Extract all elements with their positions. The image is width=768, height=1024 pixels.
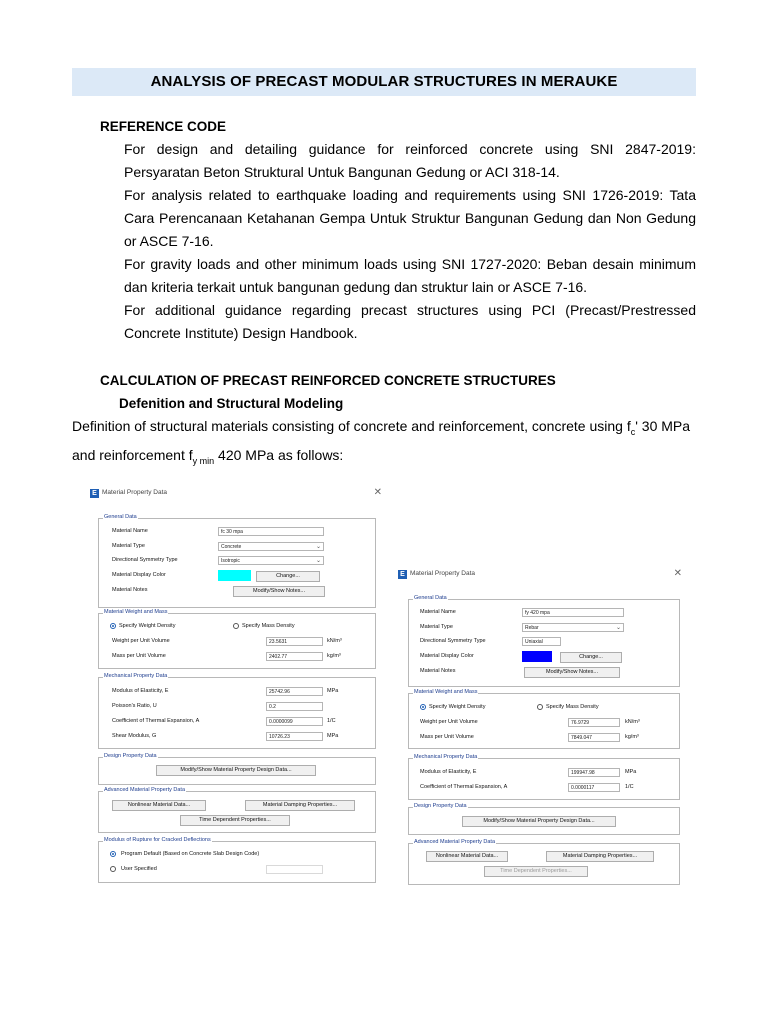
close-icon[interactable]: ✕: [673, 568, 682, 579]
mass-input[interactable]: 2402.77: [266, 652, 323, 661]
group-label: Design Property Data: [414, 803, 467, 809]
dir-symmetry-label: Directional Symmetry Type: [112, 557, 178, 563]
group-label: Material Weight and Mass: [414, 689, 478, 695]
specify-weight-label: Specify Weight Density: [429, 704, 486, 710]
change-color-button[interactable]: Change...: [560, 652, 622, 663]
dir-symmetry-label: Directional Symmetry Type: [420, 638, 486, 644]
dialog-titlebar: [396, 568, 684, 582]
modulus-label: Modulus of Elasticity, E: [420, 769, 477, 775]
group-label: Mechanical Property Data: [414, 754, 478, 760]
rupture-group: [98, 837, 376, 883]
display-color-label: Material Display Color: [112, 572, 166, 578]
reference-paragraph-3: For gravity loads and other minimum loads using SNI 1727-2020: Beban desain minimum dan kriteria terkait untuk bangunan gedung dan struktur lain or ASCE 7-16.: [124, 256, 696, 295]
modulus-unit: MPa: [327, 688, 339, 694]
material-name-label: Material Name: [112, 528, 148, 534]
modulus-input[interactable]: 25742.96: [266, 687, 323, 696]
weight-input[interactable]: 23.5631: [266, 637, 323, 646]
dialog-title: Material Property Data: [410, 570, 476, 577]
etabs-icon: E: [398, 570, 407, 579]
nonlinear-data-button[interactable]: Nonlinear Material Data...: [112, 800, 206, 811]
group-label: General Data: [414, 595, 447, 601]
poisson-input[interactable]: 0.2: [266, 702, 323, 711]
change-color-button[interactable]: Change...: [256, 571, 320, 582]
material-notes-label: Material Notes: [112, 587, 148, 593]
dialog-titlebar: [88, 487, 384, 501]
mass-input[interactable]: 7849.047: [568, 733, 620, 742]
thermal-input[interactable]: 0.0000117: [568, 783, 620, 792]
group-label: Mechanical Property Data: [104, 673, 168, 679]
weight-input[interactable]: 76.9729: [568, 718, 620, 727]
modify-notes-button[interactable]: Modify/Show Notes...: [233, 586, 325, 597]
material-name-input[interactable]: fy 420 mpa: [522, 608, 624, 617]
shear-unit: MPa: [327, 733, 339, 739]
color-swatch: [218, 570, 251, 581]
modulus-unit: MPa: [625, 769, 637, 775]
material-type-label: Material Type: [420, 624, 453, 630]
weight-label: Weight per Unit Volume: [420, 719, 478, 725]
material-type-label: Material Type: [112, 543, 145, 549]
shear-input[interactable]: 10726.23: [266, 732, 323, 741]
modulus-input[interactable]: 199947.98: [568, 768, 620, 777]
etabs-icon: E: [90, 489, 99, 498]
program-default-radio[interactable]: [110, 851, 116, 857]
material-dialog-rebar: [396, 568, 684, 886]
user-specified-input[interactable]: [266, 865, 323, 874]
specify-mass-radio[interactable]: [537, 704, 543, 710]
color-swatch: [522, 651, 552, 662]
material-name-label: Material Name: [420, 609, 456, 615]
reference-paragraph-4: For additional guidance regarding precast structures using PCI (Precast/Prestressed Concrete Institute) Design Handbook.: [124, 302, 696, 341]
thermal-label: Coefficient of Thermal Expansion, A: [420, 784, 508, 790]
material-type-select[interactable]: Rebar ⌄: [522, 623, 624, 632]
material-type-select[interactable]: Concrete ⌄: [218, 542, 324, 551]
specify-weight-radio[interactable]: [110, 623, 116, 629]
group-label: Material Weight and Mass: [104, 609, 168, 615]
specify-weight-radio[interactable]: [420, 704, 426, 710]
weight-unit: kN/m³: [327, 638, 342, 644]
shear-label: Shear Modulus, G: [112, 733, 157, 739]
weight-unit: kN/m³: [625, 719, 640, 725]
user-specified-radio[interactable]: [110, 866, 116, 872]
chevron-down-icon: ⌄: [315, 544, 321, 550]
dir-symmetry-field: Uniaxial: [522, 637, 561, 646]
user-specified-label: User Specified: [121, 866, 157, 872]
time-dependent-button[interactable]: Time Dependent Properties...: [484, 866, 588, 877]
specify-mass-label: Specify Mass Density: [546, 704, 599, 710]
group-label: Advanced Material Property Data: [104, 787, 186, 793]
display-color-label: Material Display Color: [420, 653, 474, 659]
advanced-group: [98, 787, 376, 833]
reference-paragraph-1: For design and detailing guidance for reinforced concrete using SNI 2847-2019: Persyaratan Beton Struktural Untuk Bangunan Gedung or ACI 318-14.: [124, 141, 696, 180]
reference-heading: REFERENCE CODE: [100, 119, 227, 134]
damping-properties-button[interactable]: Material Damping Properties...: [546, 851, 654, 862]
mass-label: Mass per Unit Volume: [420, 734, 474, 740]
advanced-group: [408, 839, 680, 885]
specify-mass-radio[interactable]: [233, 623, 239, 629]
thermal-input[interactable]: 0.0000099: [266, 717, 323, 726]
chevron-down-icon: ⌄: [315, 558, 321, 564]
material-notes-label: Material Notes: [420, 668, 456, 674]
thermal-unit: 1/C: [327, 718, 336, 724]
specify-mass-label: Specify Mass Density: [242, 623, 295, 629]
group-label: Modulus of Rupture for Cracked Deflections: [104, 837, 211, 843]
poisson-label: Poisson's Ratio, U: [112, 703, 157, 709]
group-label: General Data: [104, 514, 137, 520]
reference-paragraph-2: For analysis related to earthquake loading and requirements using SNI 1726-2019: Tata Cara Perencanaan Ketahanan Gempa Untuk Struktur Bangunan Gedung dan Non Gedung or ASCE 7-16.: [124, 187, 696, 249]
dialog-title: Material Property Data: [102, 489, 168, 496]
mass-unit: kg/m³: [625, 734, 639, 740]
definition-text: Definition of structural materials consisting of concrete and reinforcement, concrete using $f_c'$ 30 MPa and reinforcement $f_{y min}$ 420 MPa as follows:: [72, 418, 691, 466]
design-data-button[interactable]: Modify/Show Material Property Design Data...: [462, 816, 616, 827]
material-dialog-concrete: [88, 487, 384, 887]
thermal-label: Coefficient of Thermal Expansion, A: [112, 718, 200, 724]
nonlinear-data-button[interactable]: Nonlinear Material Data...: [426, 851, 508, 862]
thermal-unit: 1/C: [625, 784, 634, 790]
design-data-button[interactable]: Modify/Show Material Property Design Data...: [156, 765, 316, 776]
mass-label: Mass per Unit Volume: [112, 653, 166, 659]
calc-heading: CALCULATION OF PRECAST REINFORCED CONCRETE STRUCTURES: [100, 373, 556, 388]
modulus-label: Modulus of Elasticity, E: [112, 688, 169, 694]
material-name-input[interactable]: fc 30 mpa: [218, 527, 324, 536]
chevron-down-icon: ⌄: [615, 625, 621, 631]
mechanical-group: [408, 754, 680, 800]
close-icon[interactable]: ✕: [373, 487, 382, 498]
group-label: Design Property Data: [104, 753, 157, 759]
sub-heading: Defenition and Structural Modeling: [119, 396, 344, 411]
dir-symmetry-select[interactable]: Isotropic ⌄: [218, 556, 324, 565]
weight-label: Weight per Unit Volume: [112, 638, 170, 644]
program-default-label: Program Default (Based on Concrete Slab Design Code): [121, 851, 260, 857]
mass-unit: kg/m³: [327, 653, 341, 659]
time-dependent-button[interactable]: Time Dependent Properties...: [180, 815, 290, 826]
group-label: Advanced Material Property Data: [414, 839, 496, 845]
damping-properties-button[interactable]: Material Damping Properties...: [245, 800, 355, 811]
specify-weight-label: Specify Weight Density: [119, 623, 176, 629]
page-title: ANALYSIS OF PRECAST MODULAR STRUCTURES IN MERAUKE: [150, 73, 618, 90]
modify-notes-button[interactable]: Modify/Show Notes...: [524, 667, 620, 678]
